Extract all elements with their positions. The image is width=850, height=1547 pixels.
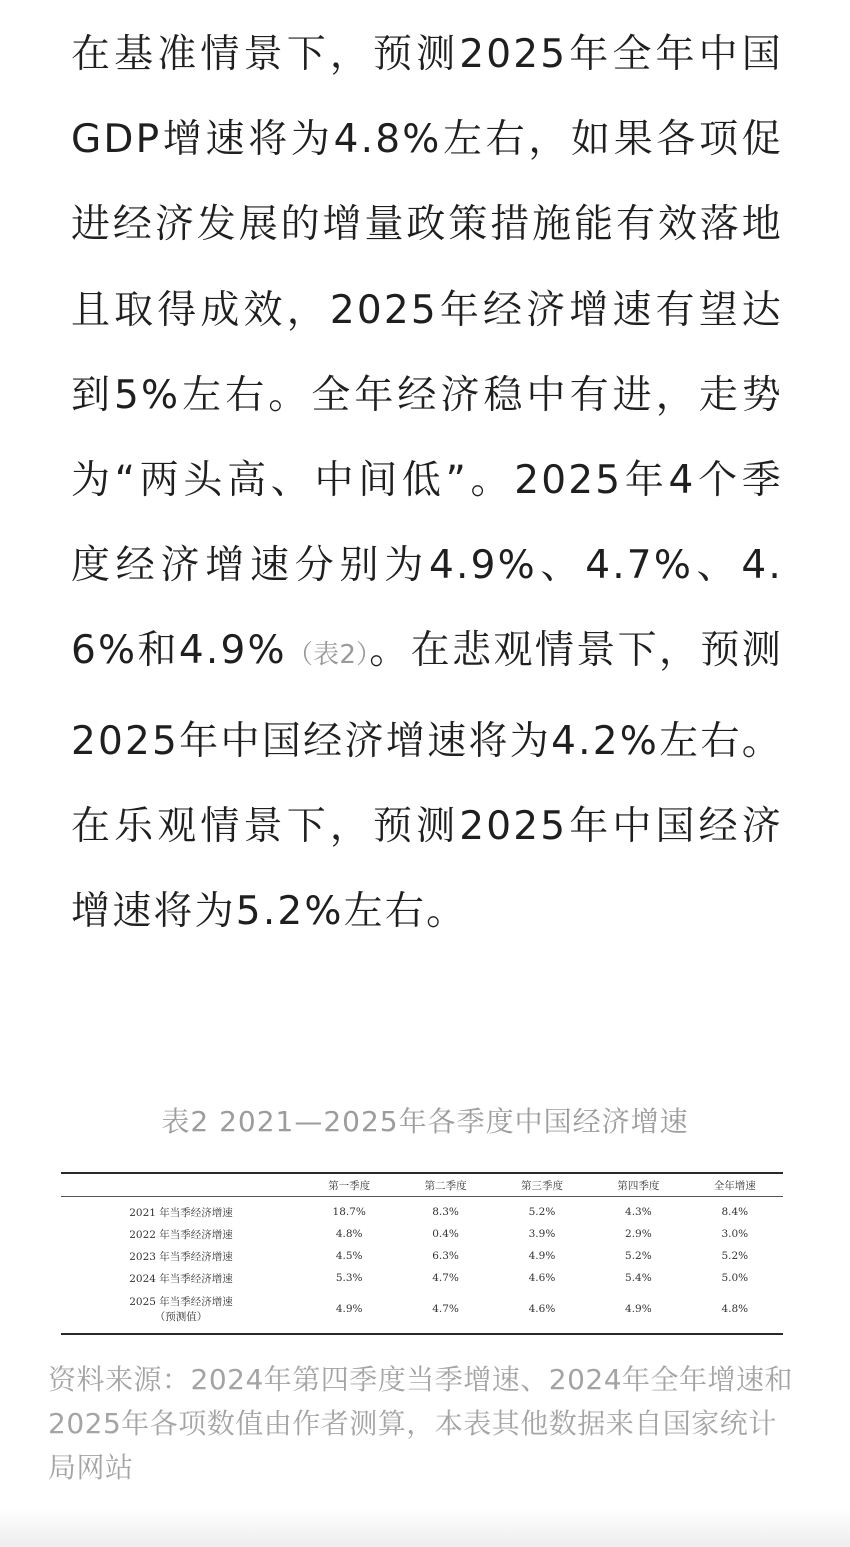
table-cell: 4.5%: [335, 1250, 363, 1262]
table-title: 表2 2021—2025年各季度中国经济增速: [161, 1105, 689, 1138]
table-cell: 4.9%: [335, 1303, 363, 1315]
table-row: [61, 1245, 783, 1267]
table-cell: 6.3%: [432, 1250, 459, 1262]
table-cell: 4.8%: [721, 1303, 749, 1315]
table-cell: 5.2%: [528, 1206, 556, 1218]
bottom-fade: [0, 1509, 850, 1547]
table-cell: 5.2%: [721, 1250, 749, 1262]
table-row: [61, 1197, 783, 1224]
row-label: [61, 1289, 301, 1333]
table-source-note: 资料来源：2024年第四季度当季增速、2024年全年增速和2025年各项数值由作者测算，本表其他数据来自国家统计局网站: [48, 1363, 794, 1484]
table-cell: 4.7%: [432, 1303, 459, 1315]
table-cell: 4.7%: [432, 1272, 459, 1284]
table-cell: 4.3%: [625, 1206, 652, 1218]
table-row: [61, 1223, 783, 1245]
row-label: 2022 年当季经济增速: [129, 1228, 233, 1241]
header-cell-q4: 第四季度: [590, 1174, 686, 1197]
table-cell: 5.3%: [335, 1272, 363, 1284]
table-cell: 5.2%: [625, 1250, 652, 1262]
table-row: [61, 1289, 783, 1333]
table-cell: 4.8%: [335, 1228, 363, 1240]
table-cell: 2.9%: [625, 1228, 652, 1240]
header-cell-q3: 第三季度: [494, 1174, 590, 1197]
table-cell: 8.3%: [432, 1206, 459, 1218]
row-label: 2023 年当季经济增速: [129, 1250, 233, 1263]
table-cell: 8.4%: [721, 1206, 749, 1218]
article-body: [71, 12, 783, 954]
table-cell: 4.6%: [528, 1303, 556, 1315]
row-label-main: 2025 年当季经济增速: [129, 1296, 233, 1308]
table-image: [61, 1172, 783, 1335]
table-reference[interactable]: （表2）: [286, 640, 370, 671]
table-row: [61, 1267, 783, 1289]
paragraph-text-end: 。在悲观情景下，预测2025年中国经济增速将为4.2%左右。在乐观情景下，预测2025年中国经济增速将为5.2%左右。: [71, 628, 783, 935]
table-cell: 3.0%: [721, 1228, 749, 1240]
table-cell: 18.7%: [332, 1206, 366, 1218]
table-cell: 5.4%: [625, 1272, 652, 1284]
header-cell-q1: 第一季度: [301, 1174, 397, 1197]
table-cell: 4.6%: [528, 1272, 556, 1284]
table-cell: 0.4%: [432, 1228, 459, 1240]
table-cell: 4.9%: [625, 1303, 652, 1315]
growth-table: [61, 1174, 783, 1333]
row-label: 2024 年当季经济增速: [129, 1272, 233, 1285]
paragraph-text: 在基准情景下，预测2025年全年中国GDP增速将为4.8%左右，如果各项促进经济发展的增量政策措施能有效落地且取得成效，2025年经济增速有望达到5%左右。全年经济稳中有进，走势为“两头高、中间低”。2025年4个季度经济增速分别为4.9%、4.7%、4.6%和4.9%: [71, 32, 783, 674]
table-cell: 5.0%: [721, 1272, 749, 1284]
row-label-sub: （预测值）: [154, 1311, 208, 1323]
table-cell: 3.9%: [528, 1228, 556, 1240]
table-cell: 4.9%: [528, 1250, 556, 1262]
table-header-row: [61, 1174, 783, 1197]
header-cell-annual: 全年增速: [687, 1174, 783, 1197]
header-cell-blank: [61, 1174, 301, 1197]
row-label: 2021 年当季经济增速: [129, 1206, 233, 1219]
article-paragraph: [71, 12, 783, 954]
header-cell-q2: 第二季度: [397, 1174, 493, 1197]
